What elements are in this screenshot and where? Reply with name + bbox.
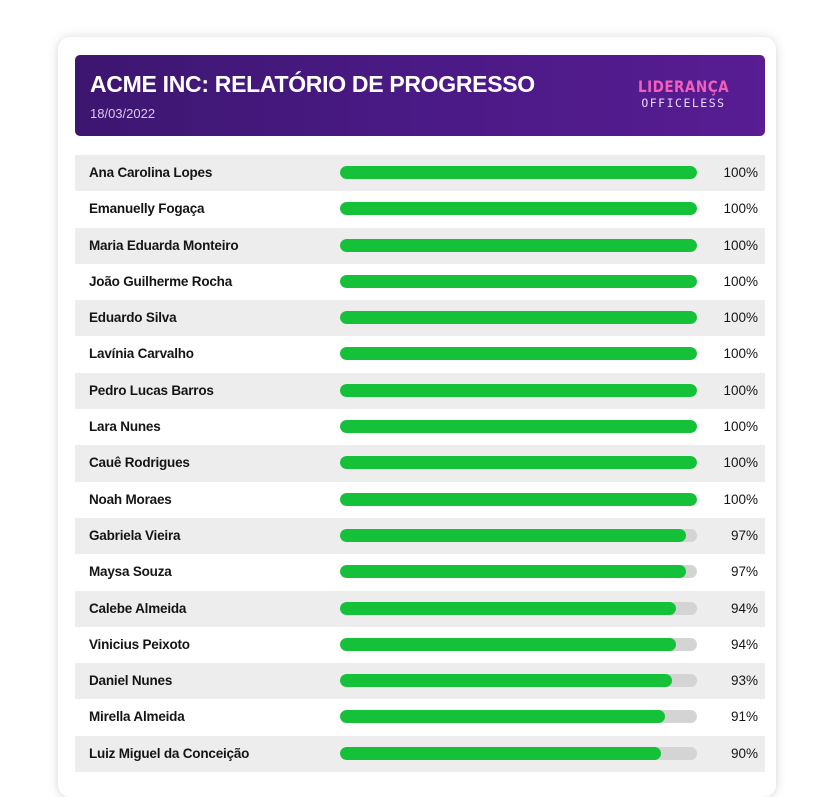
person-name: Gabriela Vieira	[89, 527, 181, 543]
list-item	[75, 736, 765, 772]
progress-bar-fill	[340, 384, 697, 397]
progress-bar	[340, 384, 697, 397]
progress-percent: 100%	[723, 237, 758, 253]
progress-bar-fill	[340, 275, 697, 288]
person-name: Cauê Rodrigues	[89, 455, 190, 471]
list-item	[75, 591, 765, 627]
list-item	[75, 155, 765, 191]
person-name: Daniel Nunes	[89, 673, 173, 689]
progress-percent: 100%	[723, 346, 758, 362]
progress-bar	[340, 275, 697, 288]
progress-bar	[340, 565, 697, 578]
progress-bar-fill	[340, 239, 697, 252]
list-item	[75, 191, 765, 227]
progress-percent: 100%	[723, 419, 758, 435]
progress-bar-fill	[340, 602, 676, 615]
progress-bar-fill	[340, 747, 661, 760]
list-item	[75, 336, 765, 372]
progress-bar-fill	[340, 565, 686, 578]
person-name: Eduardo Silva	[89, 310, 177, 326]
progress-percent: 94%	[730, 636, 758, 652]
list-item	[75, 445, 765, 481]
person-name: Mirella Almeida	[89, 709, 185, 725]
person-name: Luiz Miguel da Conceição	[89, 745, 250, 761]
progress-bar	[340, 202, 697, 215]
progress-percent: 100%	[723, 491, 758, 507]
progress-percent: 100%	[723, 382, 758, 398]
person-name: Pedro Lucas Barros	[89, 382, 214, 398]
progress-bar-fill	[340, 674, 672, 687]
report-header	[75, 55, 765, 136]
person-name: Lavínia Carvalho	[89, 346, 194, 362]
progress-bar-fill	[340, 420, 697, 433]
person-name: João Guilherme Rocha	[89, 273, 233, 289]
progress-bar	[340, 239, 697, 252]
list-item	[75, 627, 765, 663]
person-name: Maria Eduarda Monteiro	[89, 237, 239, 253]
list-item	[75, 482, 765, 518]
brand-logo-top: LIDERANÇA	[637, 77, 729, 96]
progress-bar-fill	[340, 638, 676, 651]
progress-bar	[340, 602, 697, 615]
report-title: ACME INC: RELATÓRIO DE PROGRESSO	[90, 71, 535, 97]
progress-bar-fill	[340, 311, 697, 324]
progress-percent: 93%	[730, 673, 758, 689]
progress-percent: 97%	[730, 564, 758, 580]
progress-bar-fill	[340, 529, 686, 542]
progress-bar-fill	[340, 493, 697, 506]
list-item	[75, 409, 765, 445]
person-name: Lara Nunes	[89, 419, 161, 435]
person-name: Vinicius Peixoto	[89, 636, 190, 652]
progress-percent: 100%	[723, 165, 758, 180]
progress-bar-fill	[340, 456, 697, 469]
person-name: Emanuelly Fogaça	[89, 201, 205, 217]
report-date: 18/03/2022	[90, 106, 156, 121]
progress-percent: 100%	[723, 201, 758, 217]
progress-bar-fill	[340, 710, 665, 723]
progress-percent: 97%	[730, 527, 758, 543]
list-item	[75, 373, 765, 409]
progress-bar	[340, 674, 697, 687]
progress-bar	[340, 710, 697, 723]
progress-list	[75, 155, 765, 772]
progress-bar	[340, 420, 697, 433]
brand-logo-bottom: OFFICELESS	[641, 96, 726, 110]
progress-percent: 100%	[723, 273, 758, 289]
progress-bar	[340, 166, 697, 179]
progress-bar	[340, 493, 697, 506]
progress-bar	[340, 638, 697, 651]
progress-bar-fill	[340, 347, 697, 360]
progress-bar	[340, 747, 697, 760]
report-card	[58, 37, 776, 797]
progress-bar	[340, 529, 697, 542]
person-name: Noah Moraes	[89, 491, 172, 507]
list-item	[75, 264, 765, 300]
progress-percent: 94%	[730, 600, 758, 616]
brand-logo	[630, 78, 737, 110]
progress-percent: 90%	[730, 745, 758, 761]
progress-percent: 91%	[730, 709, 758, 725]
progress-percent: 100%	[723, 455, 758, 471]
list-item	[75, 228, 765, 264]
progress-percent: 100%	[723, 310, 758, 326]
list-item	[75, 699, 765, 735]
progress-bar	[340, 311, 697, 324]
person-name: Ana Carolina Lopes	[89, 165, 213, 180]
progress-bar-fill	[340, 202, 697, 215]
progress-bar	[340, 347, 697, 360]
list-item	[75, 518, 765, 554]
progress-bar	[340, 456, 697, 469]
list-item	[75, 300, 765, 336]
progress-bar-fill	[340, 166, 697, 179]
list-item	[75, 663, 765, 699]
person-name: Calebe Almeida	[89, 600, 187, 616]
list-item	[75, 554, 765, 590]
person-name: Maysa Souza	[89, 564, 172, 580]
